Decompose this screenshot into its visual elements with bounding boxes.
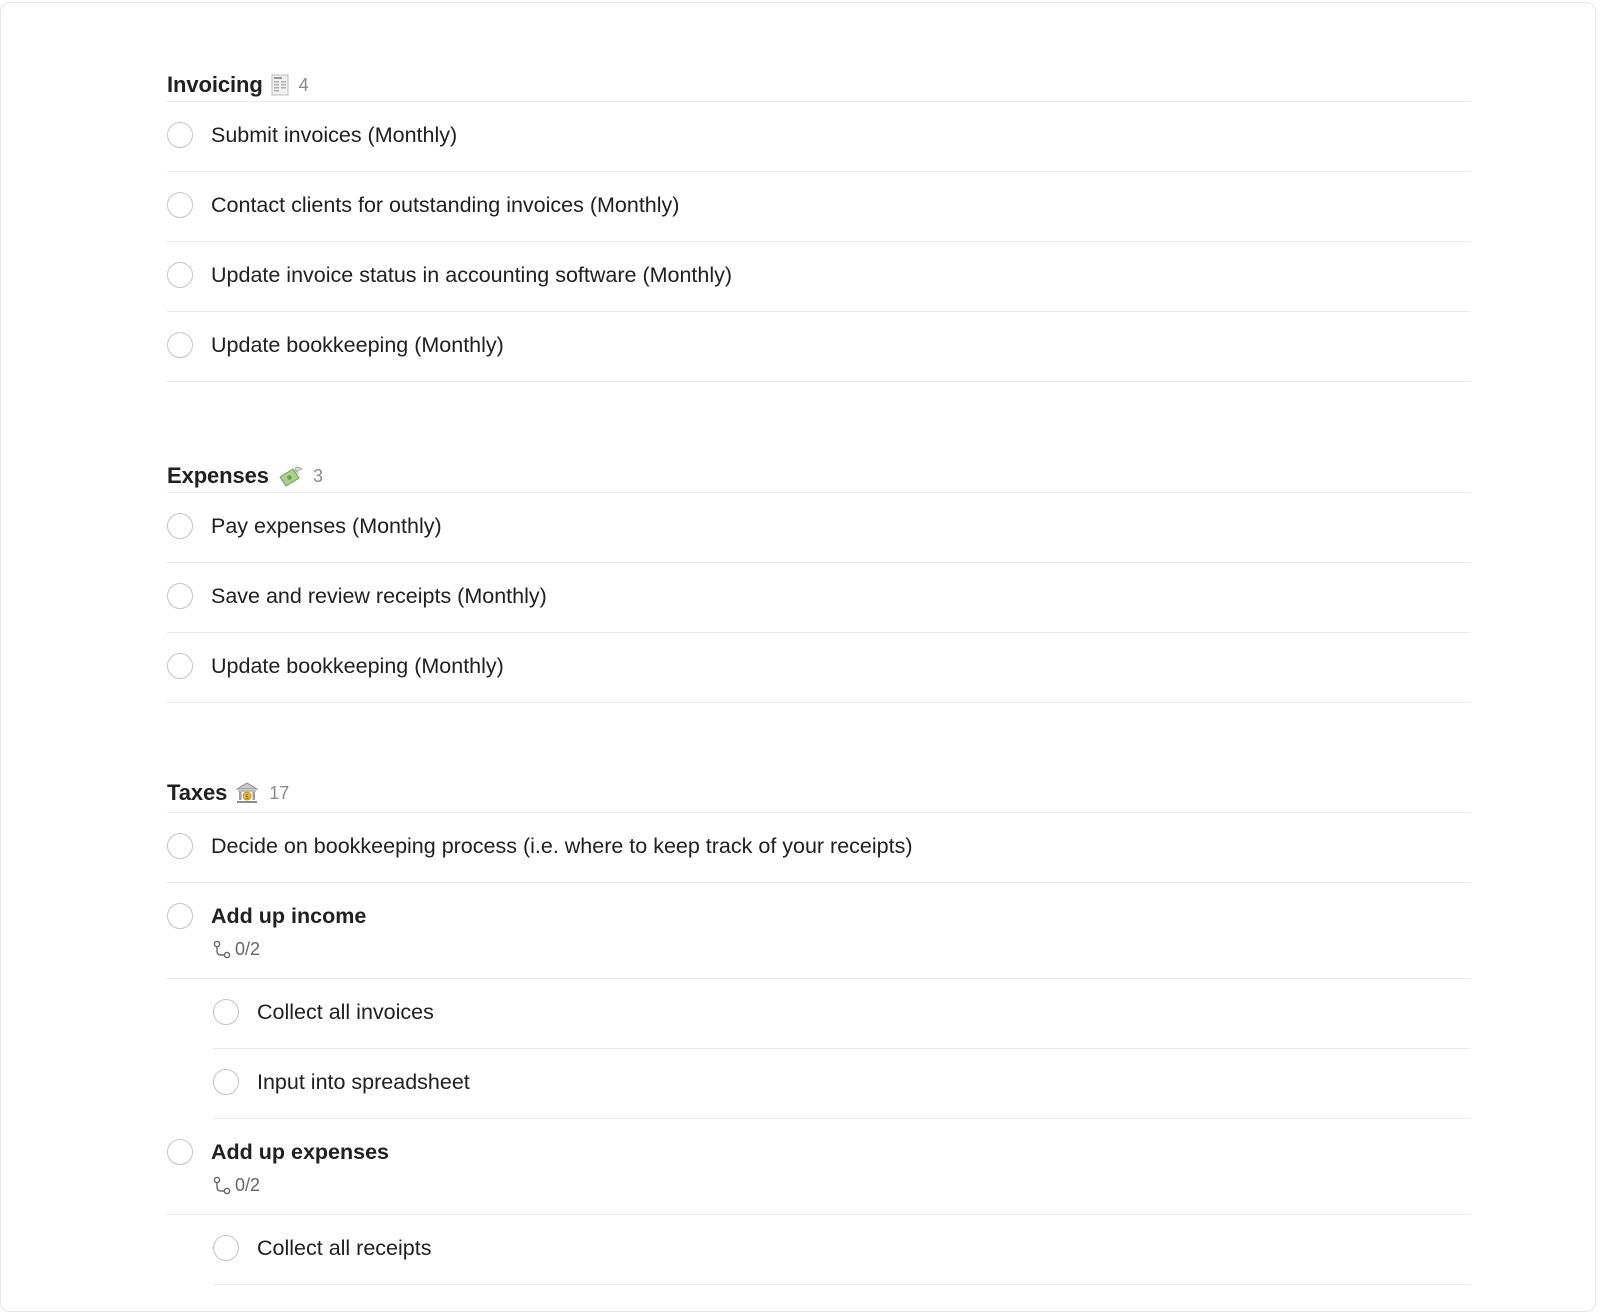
task-label: Save and review receipts (Monthly)	[211, 584, 547, 608]
task-label: Input into spreadsheet	[257, 1070, 470, 1094]
section-task-count: 4	[298, 75, 309, 95]
subtask-item[interactable]	[213, 979, 1471, 1049]
task-checkbox[interactable]	[167, 192, 193, 218]
task-label: Contact clients for outstanding invoices (Monthly)	[211, 193, 680, 217]
task-checkbox[interactable]	[213, 999, 239, 1025]
section-taxes	[167, 773, 1471, 1285]
task-item-with-subtasks[interactable]	[167, 1119, 1471, 1215]
task-label: Update bookkeeping (Monthly)	[211, 333, 504, 357]
task-label: Update invoice status in accounting software (Monthly)	[211, 263, 733, 287]
task-item[interactable]	[167, 312, 1471, 382]
task-item[interactable]	[167, 102, 1471, 172]
task-checkbox[interactable]	[167, 653, 193, 679]
subtask-count: 0/2	[235, 1175, 261, 1195]
receipt-icon	[271, 74, 289, 96]
section-header[interactable]	[167, 459, 1471, 493]
subtask-item[interactable]	[213, 1049, 1471, 1119]
section-header[interactable]	[167, 68, 1471, 102]
section-header[interactable]	[167, 773, 1471, 813]
task-label: Update bookkeeping (Monthly)	[211, 654, 504, 678]
section-task-count: 3	[312, 466, 323, 486]
task-label: Pay expenses (Monthly)	[211, 514, 442, 538]
task-checkbox[interactable]	[167, 513, 193, 539]
task-checkbox[interactable]	[167, 903, 193, 929]
section-title: Expenses	[167, 462, 269, 488]
task-item[interactable]	[167, 563, 1471, 633]
task-checkbox[interactable]	[213, 1235, 239, 1261]
subtask-icon	[211, 1176, 233, 1196]
task-checkbox[interactable]	[167, 262, 193, 288]
task-label: Decide on bookkeeping process (i.e. where to keep track of your receipts)	[211, 834, 913, 858]
bank-icon	[235, 781, 259, 805]
subtask-count: 0/2	[235, 939, 261, 959]
task-list-panel	[0, 2, 1596, 1312]
task-item[interactable]	[167, 633, 1471, 703]
task-checkbox[interactable]	[167, 1139, 193, 1165]
task-label: Collect all invoices	[257, 1000, 434, 1024]
money-with-wings-icon	[277, 465, 303, 487]
task-checkbox[interactable]	[167, 332, 193, 358]
subtask-progress[interactable]	[211, 939, 366, 960]
section-invoicing	[167, 68, 1471, 382]
section-expenses	[167, 459, 1471, 703]
task-label: Collect all receipts	[257, 1236, 432, 1260]
subtask-progress[interactable]	[211, 1175, 389, 1196]
task-checkbox[interactable]	[167, 833, 193, 859]
subtask-item[interactable]	[213, 1215, 1471, 1285]
task-item[interactable]	[167, 813, 1471, 883]
task-item-with-subtasks[interactable]	[167, 883, 1471, 979]
task-item[interactable]	[167, 242, 1471, 312]
task-list-content	[167, 3, 1471, 1285]
task-item[interactable]	[167, 172, 1471, 242]
task-label: Submit invoices (Monthly)	[211, 123, 458, 147]
section-title: Invoicing	[167, 71, 263, 97]
section-title: Taxes	[167, 779, 228, 805]
task-label: Add up expenses	[211, 1140, 390, 1164]
task-item[interactable]	[167, 493, 1471, 563]
task-checkbox[interactable]	[167, 122, 193, 148]
task-checkbox[interactable]	[167, 583, 193, 609]
section-task-count: 17	[269, 783, 290, 803]
subtask-icon	[211, 940, 233, 960]
svg-text:$: $	[245, 793, 250, 800]
task-label: Add up income	[211, 904, 367, 928]
task-checkbox[interactable]	[213, 1069, 239, 1095]
